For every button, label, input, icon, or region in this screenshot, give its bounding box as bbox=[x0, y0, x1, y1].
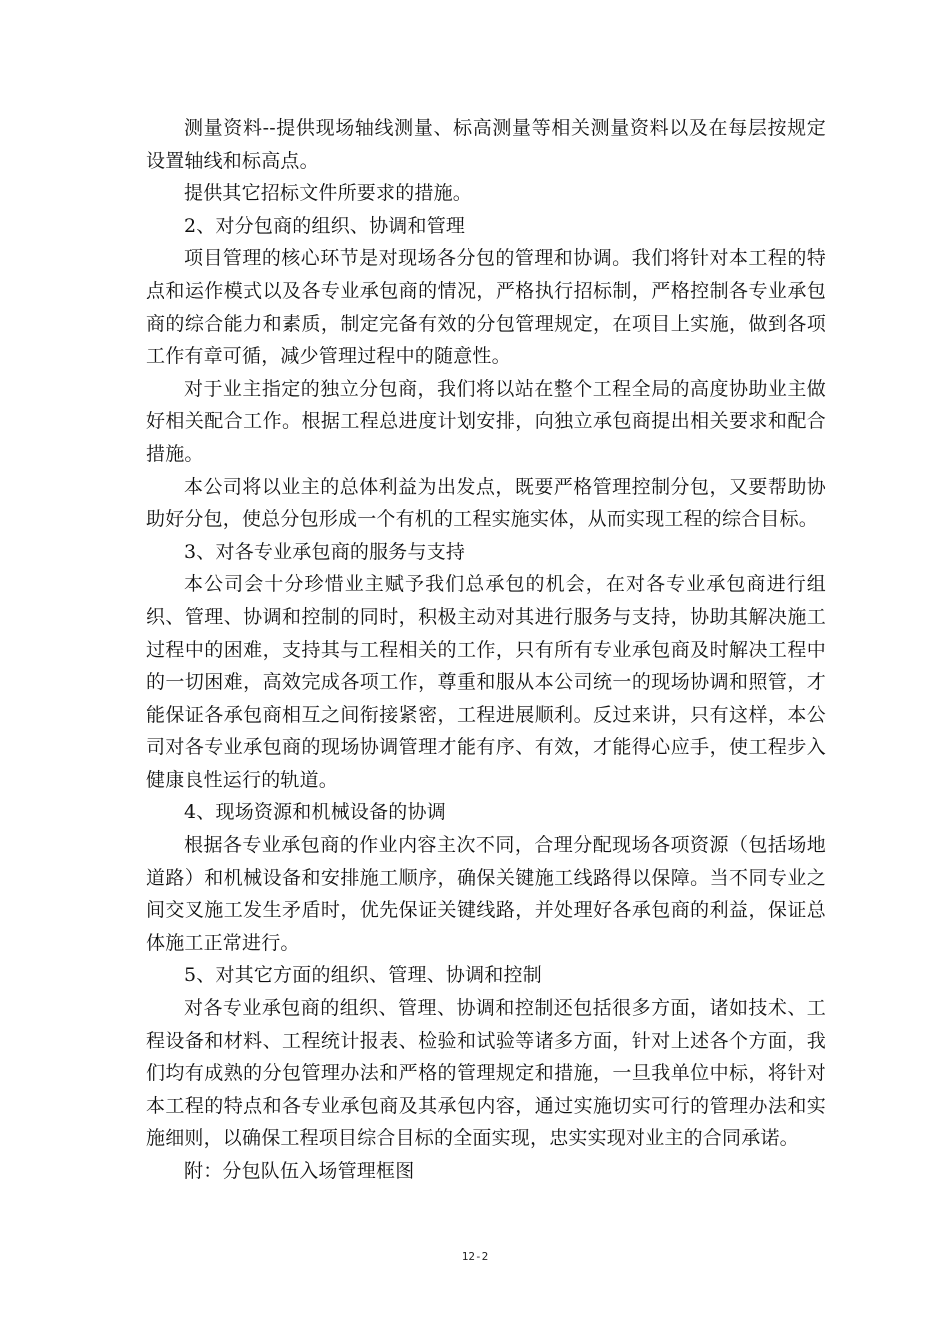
paragraph-independent-subcontractor: 对于业主指定的独立分包商，我们将以站在整个工程全局的高度协助业主做好相关配合工作。根据工程总进度计划安排，向独立承包商提出相关要求和配合措施。 bbox=[146, 377, 826, 465]
paragraph-service-support: 本公司会十分珍惜业主赋予我们总承包的机会，在对各专业承包商进行组织、管理、协调和控制的同时，积极主动对其进行服务与支持，协助其解决施工过程中的困难，支持其与工程相关的工作，只有所有专业承包商及时解决工程中的一切困难，高效完成各项工作，尊重和服从本公司统一的现场协调和照管，才能保证各承包商相互之间衔接紧密，工程进展顺利。反过来讲，只有这样，本公司对各专业承包商的现场协调管理才能有序、有效，才能得心应手，使工程步入健康良性运行的轨道。 bbox=[146, 573, 826, 791]
page-number: 12-2 bbox=[461, 1250, 489, 1263]
paragraph-other-aspects: 对各专业承包商的组织、管理、协调和控制还包括很多方面，诸如技术、工程设备和材料、工程统计报表、检验和试验等诸多方面，针对上述各个方面，我们均有成熟的分包管理办法和严格的管理规定和措施，一旦我单位中标，将针对本工程的特点和各专业承包商及其承包内容，通过实施切实可行的管理办法和实施细则，以确保工程项目综合目标的全面实现，忠实实现对业主的合同承诺。 bbox=[146, 997, 826, 1150]
paragraph-core-management: 项目管理的核心环节是对现场各分包的管理和协调。我们将针对本工程的特点和运作模式以及各专业承包商的情况，严格执行招标制，严格控制各专业承包商的综合能力和素质，制定完备有效的分包管理规定，在项目上实施，做到各项工作有章可循，减少管理过程中的随意性。 bbox=[146, 247, 826, 368]
paragraph-resource-allocation: 根据各专业承包商的作业内容主次不同，合理分配现场各项资源（包括场地道路）和机械设备和安排施工顺序，确保关键施工线路得以保障。当不同专业之间交叉施工发生矛盾时，优先保证关键线路，并处理好各承包商的利益，保证总体施工正常进行。 bbox=[146, 834, 826, 954]
paragraph-attachment-note: 附：分包队伍入场管理框图 bbox=[184, 1160, 415, 1182]
document-body bbox=[146, 112, 826, 1188]
section-heading-5: 5、对其它方面的组织、管理、协调和控制 bbox=[184, 964, 542, 987]
paragraph-survey-data: 测量资料--提供现场轴线测量、标高测量等相关测量资料以及在每层按规定设置轴线和标高点。 bbox=[146, 117, 826, 172]
section-heading-2: 2、对分包商的组织、协调和管理 bbox=[184, 214, 466, 237]
section-heading-4: 4、现场资源和机械设备的协调 bbox=[184, 801, 446, 824]
paragraph-other-measures: 提供其它招标文件所要求的措施。 bbox=[184, 182, 473, 205]
section-heading-3: 3、对各专业承包商的服务与支持 bbox=[184, 540, 466, 563]
paragraph-overall-interest: 本公司将以业主的总体利益为出发点，既要严格管理控制分包，又要帮助协助好分包，使总分包形成一个有机的工程实施实体，从而实现工程的综合目标。 bbox=[146, 475, 826, 531]
